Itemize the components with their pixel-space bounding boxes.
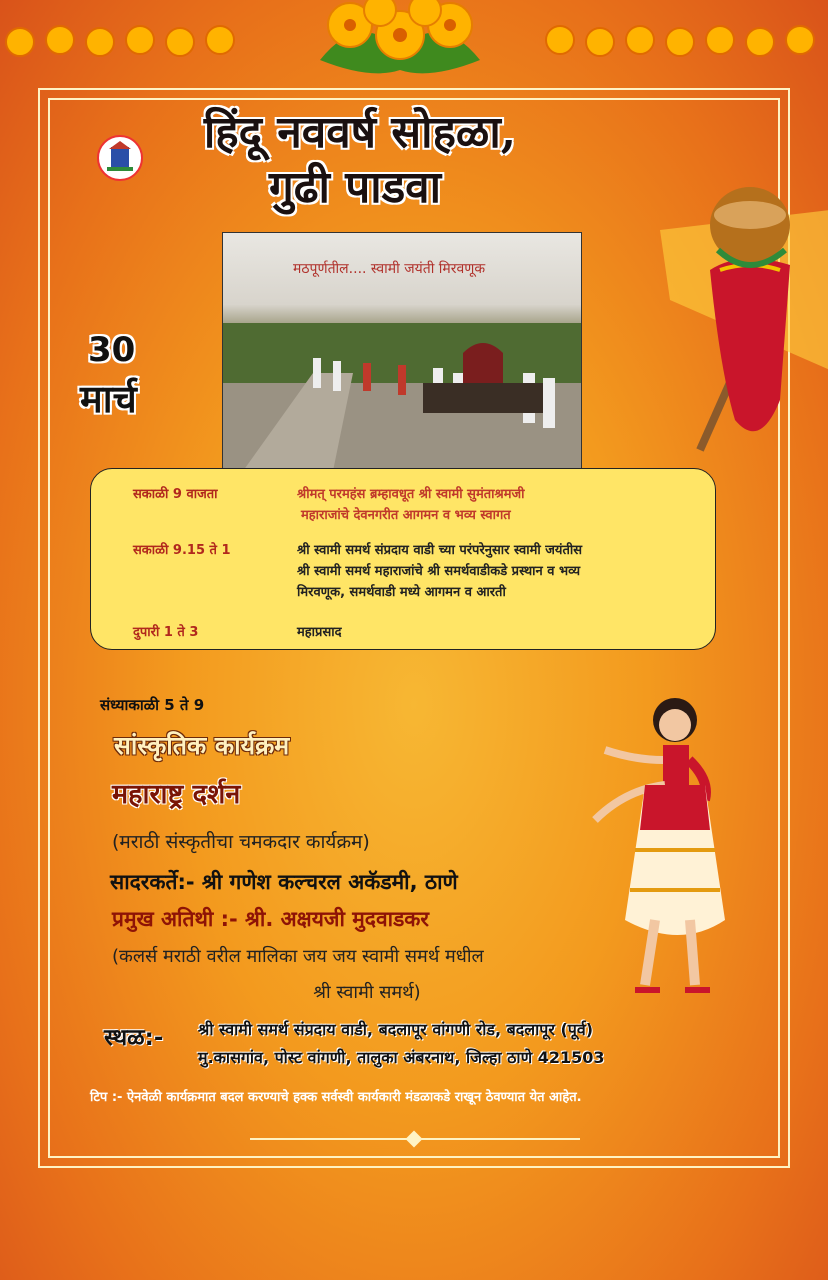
date-day: 30 <box>88 330 136 370</box>
event-subtitle: गुढी पाडवा <box>268 162 442 213</box>
schedule-description: श्री स्वामी समर्थ संप्रदाय वाडी च्या परंपरेनुसार स्वामी जयंतीस श्री स्वामी समर्थ महाराजांचे श्री समर्थवाडीकडे प्रस्थान व भव्य मिरवणूक, समर्थवाडी मध्ये आगमन व आरती <box>297 543 583 600</box>
disclaimer-note: टिप :- ऐनवेळी कार्यक्रमात बदल करण्याचे हक्क सर्वस्वी कार्यकारी मंडळाकडे राखून ठेवण्यात येत आहेत. <box>90 1090 582 1105</box>
procession-photo <box>222 232 582 472</box>
schedule-time: सकाळी 9.15 ते 1 <box>133 543 231 558</box>
chief-guest-line: प्रमुख अतिथी :- श्री. अक्षयजी मुदवाडकर <box>112 907 430 931</box>
program-name: महाराष्ट्र दर्शन <box>112 779 241 810</box>
guest-note-line2: श्री स्वामी समर्थ) <box>313 982 421 1003</box>
venue-label: स्थळ:- <box>104 1025 164 1051</box>
evening-time: संध्याकाळी 5 ते 9 <box>100 696 205 714</box>
photo-caption: मठपूर्णतील.... स्वामी जयंती मिरवणूक <box>293 261 486 277</box>
flowers-leaves-decoration <box>280 0 520 90</box>
schedule-time: दुपारी 1 ते 3 <box>133 625 199 640</box>
organization-logo <box>97 135 143 181</box>
schedule-time: सकाळी 9 वाजता <box>133 487 218 502</box>
cultural-program-heading: सांस्कृतिक कार्यक्रम <box>114 731 290 760</box>
schedule-description: महाप्रसाद <box>297 625 342 640</box>
program-subtitle: (मराठी संस्कृतीचा चमकदार कार्यक्रम) <box>112 831 370 853</box>
venue-address-line2: मु.कासगांव, पोस्ट वांगणी, तालुका अंबरनाथ, जिल्हा ठाणे 421503 <box>198 1048 605 1067</box>
guest-note-line1: (कलर्स मराठी वरील मालिका जय जय स्वामी समर्थ मधील <box>112 946 484 967</box>
schedule-description: श्रीमत् परमहंस ब्रम्हावधूत श्री स्वामी सुमंताश्रमजी महाराजांचे देवनगरीत आगमन व भव्य स्वागत <box>297 487 525 523</box>
date-month: मार्च <box>80 377 137 421</box>
gudi-decoration <box>640 170 828 470</box>
venue-address-line1: श्री स्वामी समर्थ संप्रदाय वाडी, बदलापूर वांगणी रोड, बदलापूर (पूर्व) <box>198 1020 594 1039</box>
schedule-box <box>90 468 716 650</box>
presenter-line: सादरकर्ते:- श्री गणेश कल्चरल अकॅडमी, ठाणे <box>110 870 458 894</box>
event-title: हिंदू नववर्ष सोहळा, <box>203 107 517 158</box>
dancer-illustration <box>585 690 735 1010</box>
